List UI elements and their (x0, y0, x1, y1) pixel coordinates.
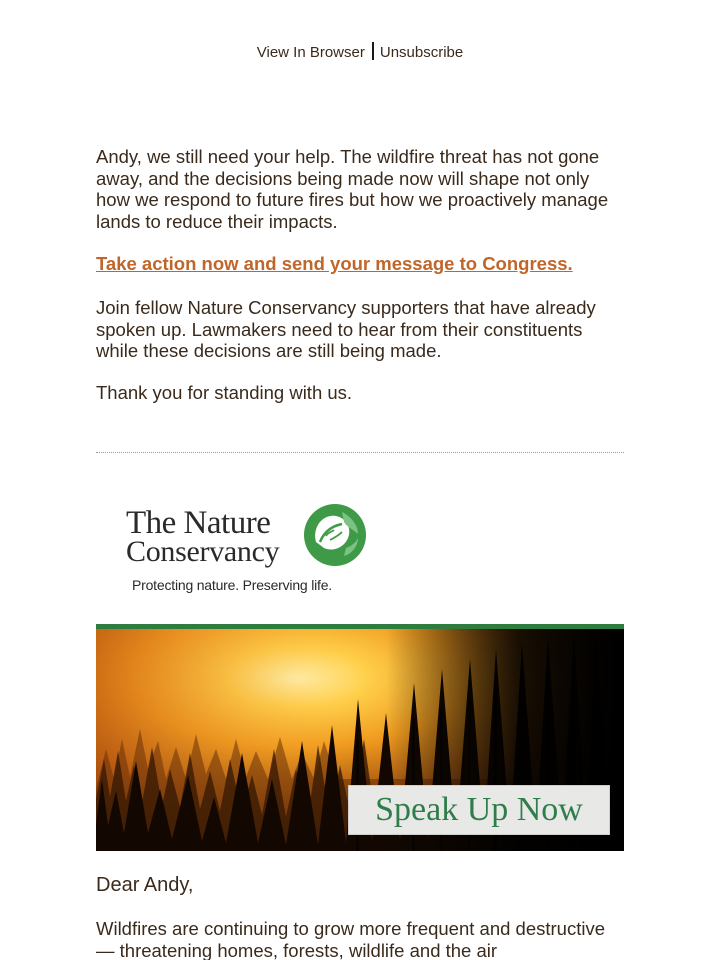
letter-greeting: Dear Andy, (96, 874, 194, 896)
hero-banner[interactable] (96, 624, 624, 851)
globe-leaf-icon (302, 502, 368, 568)
take-action-link[interactable]: Take action now and send your message to Congress. (96, 253, 573, 274)
intro-paragraph-3: Thank you for standing with us. (96, 382, 353, 403)
logo-tagline: Protecting nature. Preserving life. (132, 577, 332, 593)
speak-up-now-button[interactable]: Speak Up Now (348, 785, 610, 835)
unsubscribe-link[interactable]: Unsubscribe (379, 44, 464, 61)
header-separator (372, 42, 374, 60)
letter-paragraph-1: Wildfires are continuing to grow more frequent and destructive — threatening homes, forests, wildlife and the air (96, 918, 606, 960)
view-in-browser-link[interactable]: View In Browser (256, 44, 365, 61)
intro-paragraph-2: Join fellow Nature Conservancy supporters that have already spoken up. Lawmakers need to hear from their constituents while these decisions are still being made. (96, 297, 596, 361)
nature-conservancy-logo[interactable] (126, 500, 376, 600)
email-header-links (0, 42, 720, 64)
logo-wordmark-line-1: The Nature (126, 505, 271, 541)
logo-wordmark-line-2: Conservancy (126, 535, 280, 568)
section-divider (96, 452, 624, 453)
intro-paragraph-1: Andy, we still need your help. The wildfire threat has not gone away, and the decisions being made now will shape not only how we respond to future fires but how we proactively manage lands to reduce their impacts. (96, 146, 609, 232)
